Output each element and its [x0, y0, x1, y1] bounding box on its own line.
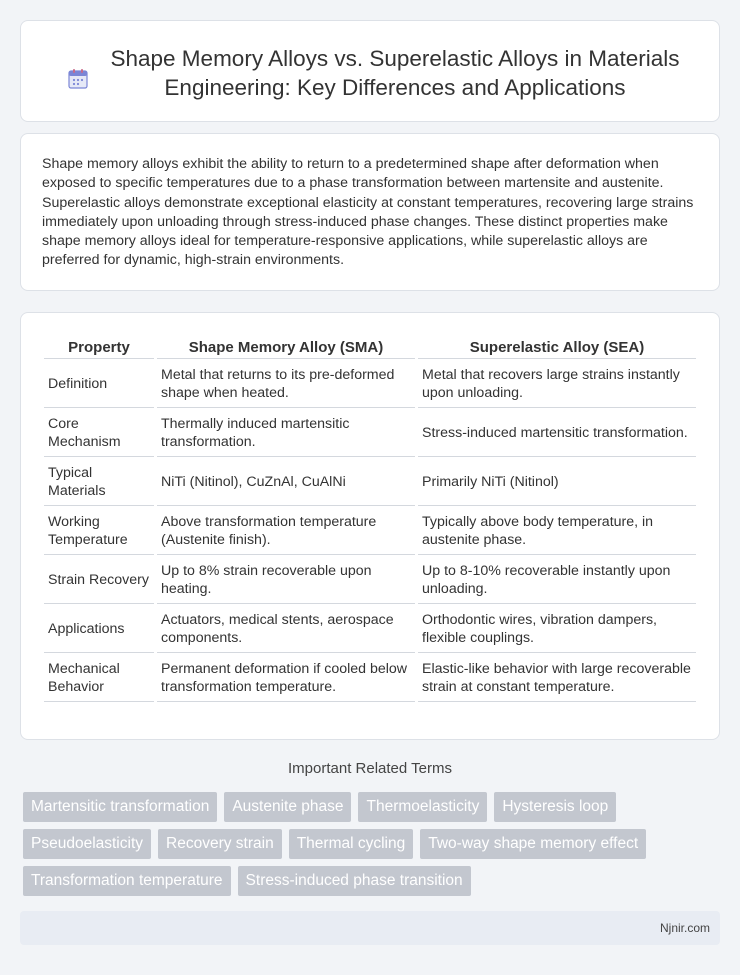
property-cell: Strain Recovery: [44, 557, 154, 604]
page-title: Shape Memory Alloys vs. Superelastic Alloys in Materials Engineering: Key Differences and Applications: [110, 46, 680, 100]
sma-cell: Metal that returns to its pre-deformed shape when heated.: [157, 361, 415, 408]
sma-cell: NiTi (Nitinol), CuZnAl, CuAlNi: [157, 459, 415, 506]
table-row: [44, 655, 696, 702]
sea-cell: Up to 8-10% recoverable instantly upon unloading.: [418, 557, 696, 604]
footer-site-link[interactable]: Njnir.com: [659, 921, 710, 935]
sma-cell: Up to 8% strain recoverable upon heating.: [157, 557, 415, 604]
intro-card: [20, 133, 720, 291]
property-cell: Applications: [44, 606, 154, 653]
term-tag[interactable]: Transformation temperature: [23, 866, 231, 896]
term-tag[interactable]: Thermoelasticity: [358, 792, 487, 822]
sma-cell: Actuators, medical stents, aerospace components.: [157, 606, 415, 653]
sea-cell: Orthodontic wires, vibration dampers, flexible couplings.: [418, 606, 696, 653]
sea-cell: Primarily NiTi (Nitinol): [418, 459, 696, 506]
table-row: [44, 508, 696, 555]
term-tag[interactable]: Martensitic transformation: [23, 792, 217, 822]
table-row: [44, 459, 696, 506]
footer: [20, 911, 720, 945]
table-header-row: [44, 335, 696, 359]
sma-cell: Above transformation temperature (Austenite finish).: [157, 508, 415, 555]
term-tag[interactable]: Two-way shape memory effect: [420, 829, 646, 859]
header-sea: Superelastic Alloy (SEA): [418, 335, 696, 359]
sea-cell: Metal that recovers large strains instantly upon unloading.: [418, 361, 696, 408]
term-tag[interactable]: Thermal cycling: [289, 829, 414, 859]
term-tag[interactable]: Hysteresis loop: [494, 792, 616, 822]
term-tag[interactable]: Pseudoelasticity: [23, 829, 151, 859]
term-tag[interactable]: Recovery strain: [158, 829, 282, 859]
property-cell: Core Mechanism: [44, 410, 154, 457]
header-sma: Shape Memory Alloy (SMA): [157, 335, 415, 359]
property-cell: Working Temperature: [44, 508, 154, 555]
intro-paragraph: Shape memory alloys exhibit the ability to return to a predetermined shape after deformation when exposed to specific temperatures due to a phase transformation between martensite and austenite. Superelastic alloys demonstrate exceptional elasticity at constant temperatures, recovering large strains immediately upon unloading through stress-induced phase changes. These distinct properties make shape memory alloys ideal for temperature-responsive applications, while superelastic alloys are preferred for dynamic, high-strain environments.: [42, 156, 694, 269]
term-tag[interactable]: Stress-induced phase transition: [238, 866, 471, 896]
table-row: [44, 410, 696, 457]
sea-cell: Stress-induced martensitic transformation.: [418, 410, 696, 457]
header-property: Property: [44, 335, 154, 359]
property-cell: Typical Materials: [44, 459, 154, 506]
table-row: [44, 606, 696, 653]
sea-cell: Typically above body temperature, in austenite phase.: [418, 508, 696, 555]
related-terms-heading: Important Related Terms: [288, 760, 452, 777]
related-terms-list: [23, 792, 723, 896]
sma-cell: Permanent deformation if cooled below transformation temperature.: [157, 655, 415, 702]
comparison-card: [20, 312, 720, 740]
table-row: [44, 557, 696, 604]
sma-cell: Thermally induced martensitic transformation.: [157, 410, 415, 457]
comparison-table: [41, 333, 699, 704]
property-cell: Mechanical Behavior: [44, 655, 154, 702]
sea-cell: Elastic-like behavior with large recoverable strain at constant temperature.: [418, 655, 696, 702]
table-row: [44, 361, 696, 408]
term-tag[interactable]: Austenite phase: [224, 792, 351, 822]
property-cell: Definition: [44, 361, 154, 408]
